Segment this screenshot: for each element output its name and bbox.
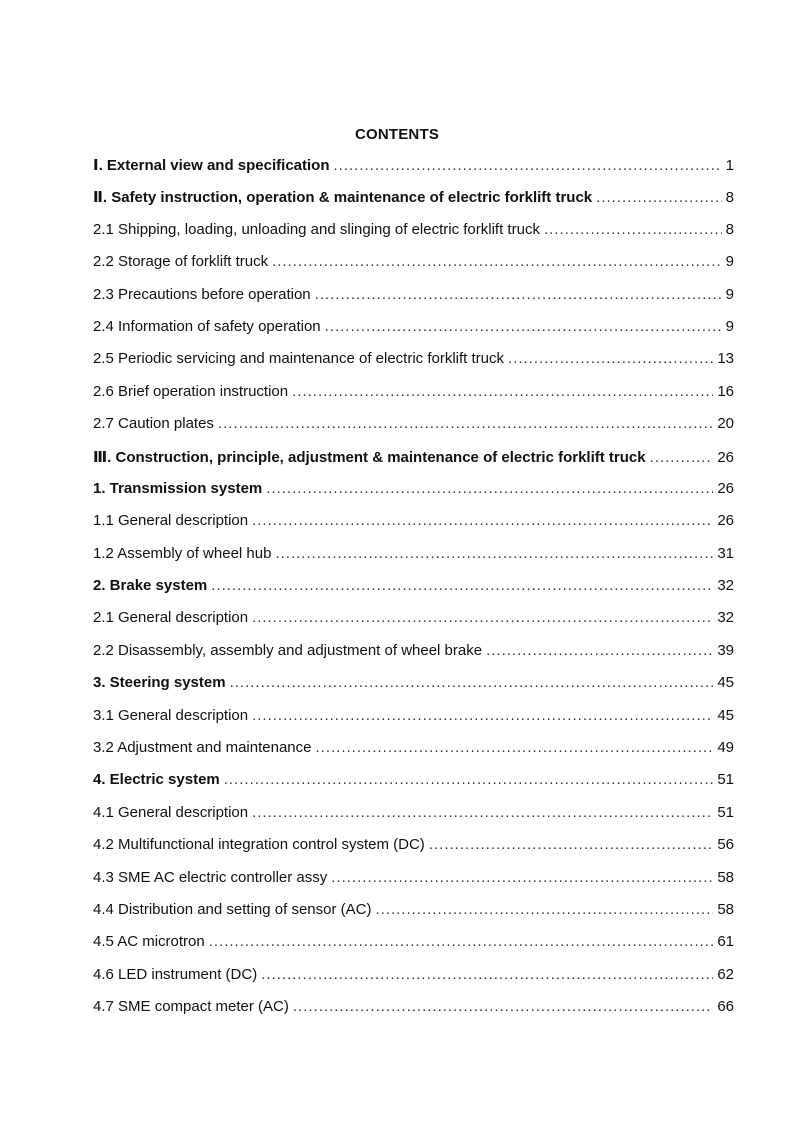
toc-entry[interactable] xyxy=(93,415,734,447)
toc-entry-label: 3.1 General description xyxy=(93,706,249,724)
toc-entry-label: 2.1 Shipping, loading, unloading and slinging of electric forklift truck xyxy=(93,220,540,238)
toc-entry-page-number: 58 xyxy=(717,900,734,918)
toc-entry[interactable] xyxy=(93,836,734,868)
toc-dot-leader xyxy=(211,577,713,594)
toc-entry-page-number: 32 xyxy=(717,577,734,595)
toc-dot-leader xyxy=(315,739,713,756)
toc-entry-label: 3.2 Adjustment and maintenance xyxy=(93,739,312,757)
toc-dot-leader xyxy=(272,253,722,270)
toc-entry[interactable] xyxy=(93,577,734,609)
toc-entry[interactable] xyxy=(93,966,734,998)
toc-entry[interactable] xyxy=(93,642,734,674)
toc-entry[interactable] xyxy=(93,674,734,706)
toc-entry-label: 2.3 Precautions before operation xyxy=(93,285,311,303)
toc-entry[interactable] xyxy=(93,350,734,382)
toc-entry-label: 3. Steering system xyxy=(93,674,226,692)
toc-entry[interactable] xyxy=(93,804,734,836)
toc-entry-page-number: 56 xyxy=(717,836,734,854)
toc-entry[interactable] xyxy=(93,901,734,933)
toc-dot-leader xyxy=(252,804,713,821)
toc-entry-label: 1. Transmission system xyxy=(93,479,263,497)
toc-entry-label: 2. Brake system xyxy=(93,577,208,595)
toc-entry-page-number: 26 xyxy=(717,479,734,497)
toc-entry[interactable] xyxy=(93,609,734,641)
toc-entry-page-number: 8 xyxy=(725,189,734,207)
toc-entry-page-number: 39 xyxy=(717,641,734,659)
toc-entry-label: 2.4 Information of safety operation xyxy=(93,317,321,335)
toc-dot-leader xyxy=(650,449,714,466)
toc-entry-label: 4.5 AC microtron xyxy=(93,933,205,951)
toc-dot-leader xyxy=(209,933,714,950)
page-title: CONTENTS xyxy=(354,126,440,143)
toc-dot-leader xyxy=(266,480,713,497)
toc-entry[interactable] xyxy=(93,771,734,803)
toc-dot-leader xyxy=(252,609,713,626)
toc-entry[interactable] xyxy=(93,933,734,965)
toc-entry-page-number: 13 xyxy=(717,350,734,368)
toc-entry[interactable] xyxy=(93,383,734,415)
toc-entry-page-number: 9 xyxy=(725,317,734,335)
toc-entry-page-number: 45 xyxy=(717,706,734,724)
toc-entry-label: Ⅲ. Construction, principle, adjustment & maintenance of electric forklift truck xyxy=(93,448,646,466)
toc-entry-page-number: 8 xyxy=(725,220,734,238)
toc-entry-page-number: 49 xyxy=(717,739,734,757)
toc-entry[interactable] xyxy=(93,253,734,285)
toc-dot-leader xyxy=(596,189,722,206)
toc-dot-leader xyxy=(230,674,714,691)
toc-entry-page-number: 1 xyxy=(725,157,734,174)
toc-entry-label: 4.6 LED instrument (DC) xyxy=(93,965,258,983)
toc-entry[interactable] xyxy=(93,318,734,350)
toc-dot-leader xyxy=(315,286,722,303)
toc-entry-label: 2.2 Disassembly, assembly and adjustment of wheel brake xyxy=(93,641,483,659)
toc-entry-page-number: 20 xyxy=(717,415,734,433)
toc-dot-leader xyxy=(429,836,714,853)
toc-dot-leader xyxy=(252,707,713,724)
toc-entry[interactable] xyxy=(93,512,734,544)
toc-entry[interactable] xyxy=(93,221,734,253)
toc-entry-label: 2.6 Brief operation instruction xyxy=(93,382,289,400)
toc-dot-leader xyxy=(508,350,713,367)
toc-entry-label: 4.1 General description xyxy=(93,803,249,821)
toc-dot-leader xyxy=(293,998,713,1015)
toc-entry-label: 2.1 General description xyxy=(93,609,249,627)
table-of-contents xyxy=(93,156,734,1031)
toc-dot-leader xyxy=(334,157,722,174)
toc-entry-page-number: 66 xyxy=(717,998,734,1016)
toc-entry-label: 2.5 Periodic servicing and maintenance of electric forklift truck xyxy=(93,350,505,368)
toc-dot-leader xyxy=(375,901,713,918)
toc-entry-page-number: 51 xyxy=(717,803,734,821)
toc-entry[interactable] xyxy=(93,998,734,1030)
toc-entry[interactable] xyxy=(93,480,734,512)
toc-entry-page-number: 32 xyxy=(717,609,734,627)
toc-dot-leader xyxy=(331,869,713,886)
toc-entry-page-number: 61 xyxy=(717,933,734,951)
toc-dot-leader xyxy=(544,221,722,238)
toc-dot-leader xyxy=(252,512,713,529)
toc-entry-label: 4.2 Multifunctional integration control system (DC) xyxy=(93,836,425,854)
toc-entry-label: 4.3 SME AC electric controller assy xyxy=(93,868,328,886)
toc-entry-label: 4.7 SME compact meter (AC) xyxy=(93,998,289,1016)
toc-entry-page-number: 51 xyxy=(717,771,734,789)
toc-dot-leader xyxy=(218,415,713,432)
toc-entry-page-number: 9 xyxy=(725,253,734,271)
toc-dot-leader xyxy=(261,966,713,983)
toc-dot-leader xyxy=(275,545,713,562)
toc-entry-page-number: 26 xyxy=(717,448,734,466)
toc-entry-label: Ⅱ. Safety instruction, operation & maintenance of electric forklift truck xyxy=(93,189,593,207)
toc-entry-page-number: 16 xyxy=(717,382,734,400)
toc-dot-leader xyxy=(486,642,713,659)
toc-dot-leader xyxy=(325,318,722,335)
toc-entry-page-number: 26 xyxy=(717,512,734,530)
toc-entry[interactable] xyxy=(93,156,734,188)
toc-entry[interactable] xyxy=(93,739,734,771)
toc-entry-label: 1.1 General description xyxy=(93,512,249,530)
toc-entry-page-number: 31 xyxy=(717,544,734,562)
toc-entry[interactable] xyxy=(93,286,734,318)
toc-entry-label: 4.4 Distribution and setting of sensor (AC) xyxy=(93,900,372,918)
toc-entry-label: Ⅰ. External view and specification xyxy=(93,157,330,174)
toc-entry-label: 2.7 Caution plates xyxy=(93,415,214,433)
toc-entry-page-number: 45 xyxy=(717,674,734,692)
toc-entry-page-number: 9 xyxy=(725,285,734,303)
toc-entry-label: 4. Electric system xyxy=(93,771,220,789)
toc-entry-label: 1.2 Assembly of wheel hub xyxy=(93,544,272,562)
toc-entry[interactable] xyxy=(93,707,734,739)
toc-entry-page-number: 58 xyxy=(717,868,734,886)
toc-entry[interactable] xyxy=(93,869,734,901)
toc-entry[interactable] xyxy=(93,545,734,577)
toc-entry-label: 2.2 Storage of forklift truck xyxy=(93,253,269,271)
toc-entry[interactable] xyxy=(93,188,734,220)
toc-entry[interactable] xyxy=(93,448,734,480)
toc-dot-leader xyxy=(224,771,714,788)
toc-dot-leader xyxy=(292,383,713,400)
toc-entry-page-number: 62 xyxy=(717,965,734,983)
